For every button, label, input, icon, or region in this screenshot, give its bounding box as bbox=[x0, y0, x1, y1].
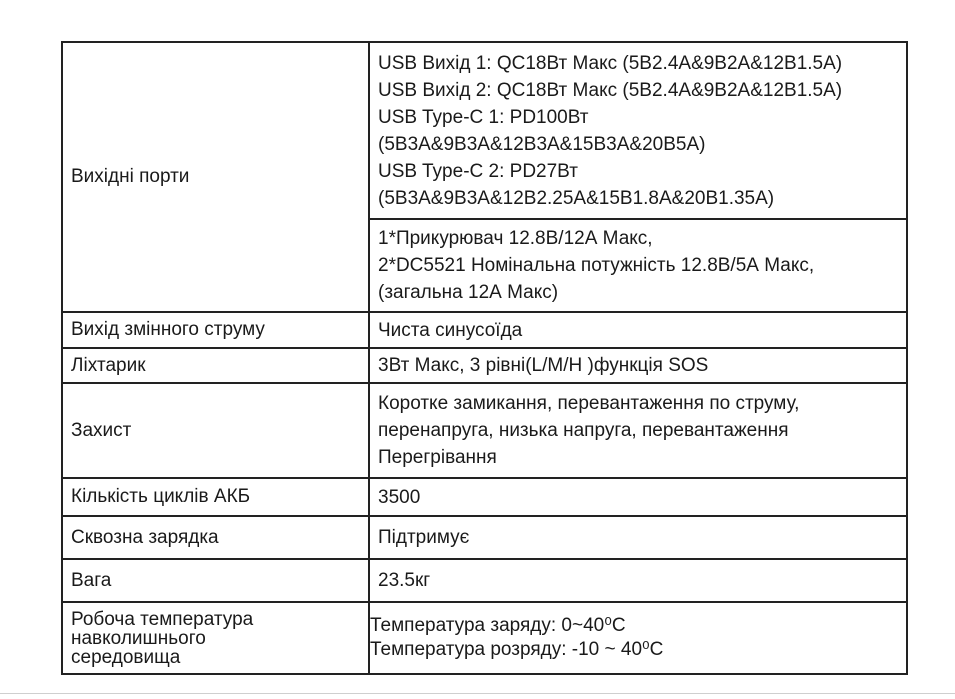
row-value bbox=[370, 603, 906, 673]
value-line: Чиста синусоїда bbox=[378, 319, 523, 341]
usb-ports-cell bbox=[370, 43, 906, 218]
value-line: Перегрівання bbox=[378, 447, 497, 468]
row-value bbox=[370, 517, 906, 558]
value-line: Температура заряду: 0~40⁰C bbox=[370, 615, 626, 636]
spec-table bbox=[61, 41, 908, 675]
row-value bbox=[370, 560, 906, 601]
row-label: Вихід змінного струму bbox=[63, 313, 370, 347]
row-label: Вага bbox=[63, 560, 370, 601]
table-row-output-ports bbox=[63, 43, 906, 313]
dc-ports-cell bbox=[370, 218, 906, 311]
table-row-flashlight bbox=[63, 349, 906, 384]
label-line: середовища bbox=[71, 646, 181, 668]
table-row-battery-cycles bbox=[63, 479, 906, 517]
value-line: USB Вихід 2: QC18Вт Макс (5В2.4А&9В2А&12В1.5А) bbox=[378, 79, 843, 101]
table-row-weight bbox=[63, 560, 906, 603]
table-row-operating-temperature bbox=[63, 603, 906, 673]
row-label: Ліхтарик bbox=[63, 349, 370, 382]
value-line: 3500 bbox=[378, 486, 421, 508]
row-value bbox=[370, 313, 906, 347]
label-line: Робоча температура bbox=[71, 608, 254, 630]
value-line: USB Type-C 2: PD27Вт bbox=[378, 160, 578, 182]
value-line: USB Вихід 1: QC18Вт Макс (5В2.4А&9В2А&12В1.5А) bbox=[378, 52, 843, 74]
table-row-ac-output bbox=[63, 313, 906, 349]
value-line: (5В3А&9В3А&12В3А&15В3А&20В5А) bbox=[378, 133, 706, 155]
label-line: навколишнього bbox=[71, 627, 206, 649]
row-label: Кількість циклів АКБ bbox=[63, 479, 370, 515]
value-line: 1*Прикурювач 12.8В/12А Макс, bbox=[378, 228, 653, 249]
value-line: 3Вт Макс, 3 рівні(L/M/H )функція SOS bbox=[378, 355, 709, 376]
value-line: Температура розряду: -10 ~ 40⁰C bbox=[370, 639, 664, 660]
row-value bbox=[370, 384, 906, 477]
value-line: 23.5кг bbox=[378, 570, 431, 591]
value-line: перенапруга, низька напруга, перевантаження bbox=[378, 420, 789, 441]
table-row-passthrough-charging bbox=[63, 517, 906, 560]
table-row-protection bbox=[63, 384, 906, 479]
page-edge-divider bbox=[0, 693, 955, 694]
row-label: Сквозна зарядка bbox=[63, 517, 370, 558]
value-line: Коротке замикання, перевантаження по струму, bbox=[378, 393, 800, 414]
value-line: (загальна 12А Макс) bbox=[378, 282, 559, 303]
value-line: Підтримує bbox=[378, 527, 470, 548]
value-line: 2*DC5521 Номінальна потужність 12.8В/5А Макс, bbox=[378, 255, 815, 276]
row-label: Вихідні порти bbox=[63, 43, 370, 311]
row-value bbox=[370, 349, 906, 382]
row-values bbox=[370, 43, 906, 311]
value-line: (5В3А&9В3А&12В2.25А&15В1.8А&20В1.35А) bbox=[378, 187, 775, 209]
value-line: USB Type-C 1: PD100Вт bbox=[378, 106, 589, 128]
row-label bbox=[63, 603, 370, 673]
row-label: Захист bbox=[63, 384, 370, 477]
row-value bbox=[370, 479, 906, 515]
